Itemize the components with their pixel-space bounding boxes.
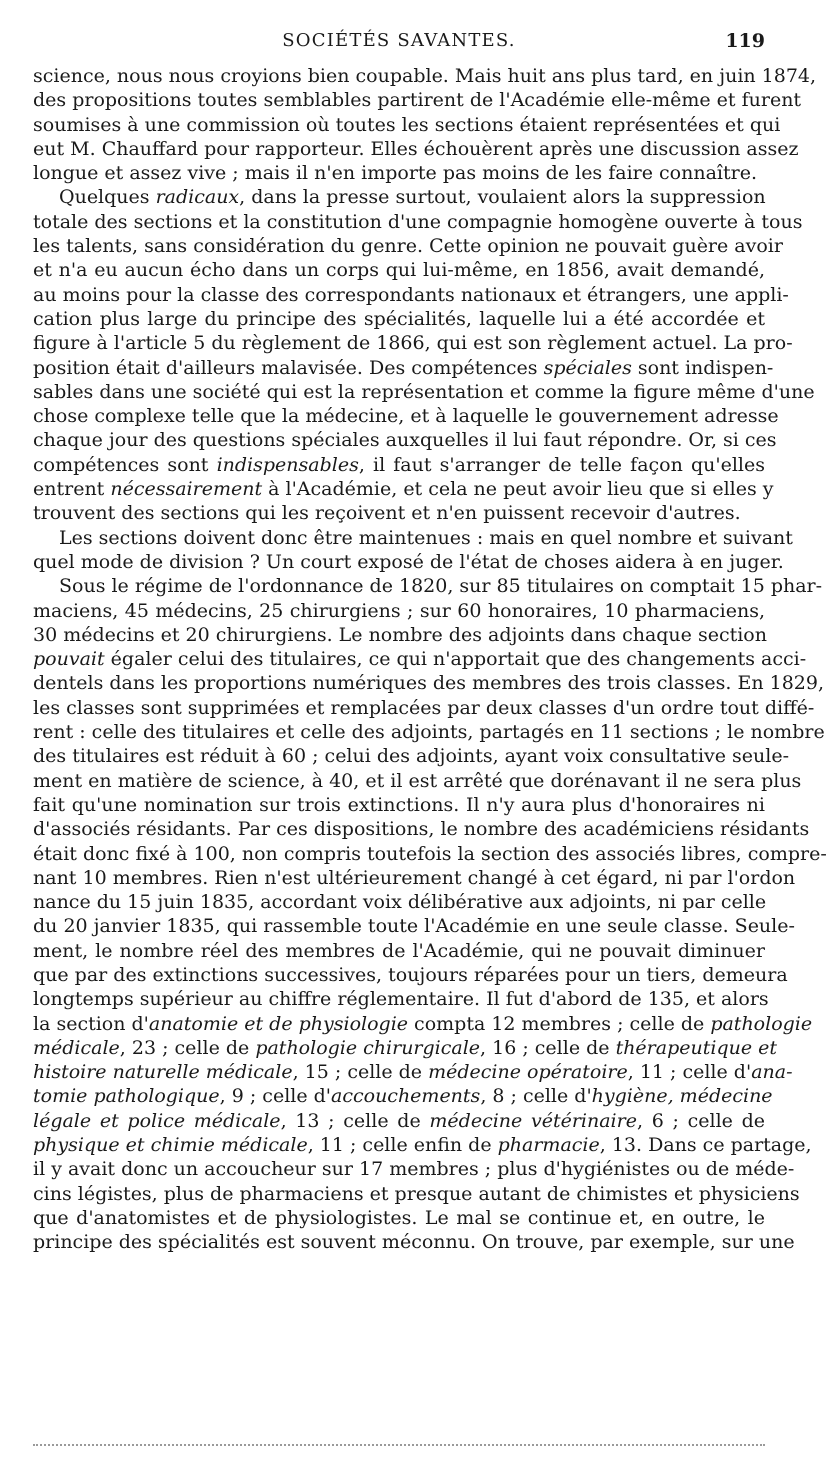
text-line — [33, 258, 765, 282]
text-run: figure à l'article 5 du règlement de 1866, qui est son règlement actuel. La pro- — [33, 332, 793, 355]
text-run: position était d'ailleurs malavisée. Des compétences — [33, 356, 544, 379]
text-run: compétences sont — [33, 453, 217, 476]
italic-text: hygiène, médecine — [591, 1085, 773, 1108]
text-line — [33, 1060, 793, 1084]
text-line — [33, 307, 765, 331]
italic-text: accouchements — [331, 1085, 481, 1108]
text-run: ment en matière de science, à 40, et il est arrêté que dorénavant il ne sera plus — [33, 769, 802, 792]
text-line — [33, 477, 774, 501]
footer-rule — [33, 1444, 765, 1446]
text-run: maciens, 45 médecins, 25 chirurgiens ; sur 60 honoraires, 10 pharmaciens, — [33, 599, 765, 622]
text-line — [33, 526, 793, 550]
text-run: il y avait donc un accoucheur sur 17 membres ; plus d'hygiénistes ou de méde- — [33, 1158, 795, 1181]
text-run: quel mode de division ? Un court exposé de l'état de choses aidera à en juger. — [33, 550, 784, 573]
text-run: égaler celui des titulaires, ce qui n'apportait que des changements acci- — [104, 648, 807, 671]
text-run: chose complexe telle que la médecine, et à laquelle le gouvernement adresse — [33, 405, 779, 428]
text-run: science, nous nous croyions bien coupable. Mais huit ans plus tard, en juin 1874, — [33, 65, 817, 87]
text-line — [33, 550, 784, 574]
text-line — [33, 161, 765, 185]
text-run: , 11 ; celle enfin de — [307, 1134, 498, 1157]
text-line — [33, 1084, 773, 1108]
italic-text: indispensables — [216, 453, 359, 476]
text-line — [33, 623, 765, 647]
text-run: 30 médecins et 20 chirurgiens. Le nombre des adjoints dans chaque section — [33, 623, 767, 646]
text-run: Quelques — [59, 186, 156, 209]
text-line — [33, 428, 777, 452]
text-run: , il faut s'arranger de telle façon qu'elles — [358, 453, 765, 476]
italic-text: pouvait — [33, 648, 105, 671]
text-line — [33, 1182, 800, 1206]
italic-text: physique et chimie médicale — [33, 1134, 308, 1157]
text-line — [33, 1230, 795, 1254]
text-line — [33, 501, 765, 525]
text-run: principe des spécialités est souvent méconnu. On trouve, par exemple, sur une — [33, 1231, 795, 1254]
text-line — [33, 356, 774, 380]
italic-text: thérapeutique et — [615, 1036, 778, 1059]
italic-text: nécessairement — [110, 478, 263, 501]
text-run: totale des sections et la constitution d'une compagnie homogène ouverte à tous — [33, 210, 803, 233]
text-line — [33, 720, 825, 744]
text-line — [33, 842, 827, 866]
text-run: sont indispen- — [631, 356, 774, 379]
body-text — [33, 64, 827, 1255]
text-run: cation plus large du principe des spécialités, laquelle lui a été accordée et — [33, 307, 765, 330]
text-line — [33, 404, 779, 428]
running-head: SOCIÉTÉS SAVANTES. — [282, 30, 516, 51]
text-run: fait qu'une nomination sur trois extinctions. Il n'y aura plus d'honoraires ni — [33, 793, 765, 816]
text-line — [33, 890, 765, 914]
text-line — [33, 963, 788, 987]
text-run: que d'anatomistes et de physiologistes. Le mal se continue et, en outre, le — [33, 1206, 765, 1229]
text-line — [33, 696, 815, 720]
text-run: la section d' — [33, 1012, 149, 1035]
text-line — [33, 1133, 812, 1157]
italic-text: histoire naturelle médicale — [33, 1061, 293, 1084]
text-run: , 13. Dans ce partage, — [599, 1134, 812, 1157]
text-run: , 9 ; celle d' — [219, 1085, 332, 1108]
text-line — [33, 817, 810, 841]
text-line — [33, 113, 781, 137]
text-run: longue et assez vive ; mais il n'en importe pas moins de les faire connaître. — [33, 162, 757, 185]
italic-text: médecine vétérinaire — [429, 1109, 637, 1132]
text-run: longtemps supérieur au chiffre réglementaire. Il fut d'abord de 135, et alors — [33, 988, 769, 1011]
text-run: cins légistes, plus de pharmaciens et presque autant de chimistes et physiciens — [33, 1182, 800, 1205]
text-run: , 11 ; celle d' — [627, 1061, 752, 1084]
italic-text: légale et police médicale — [33, 1109, 281, 1132]
text-run: soumises à une commission où toutes les sections étaient représentées et qui — [33, 113, 781, 136]
text-line — [33, 380, 815, 404]
text-run: , 6 ; celle de — [636, 1109, 766, 1132]
text-line — [33, 234, 783, 258]
text-line — [33, 283, 789, 307]
text-run: des propositions toutes semblables partirent de l'Académie elle-même et furent — [33, 89, 802, 112]
italic-text: pathologie — [710, 1012, 813, 1035]
text-run: nance du 15 juin 1835, accordant voix délibérative aux adjoints, ni par celle — [33, 891, 767, 914]
text-line — [33, 453, 765, 477]
italic-text: pathologie chirurgicale — [255, 1036, 481, 1059]
text-run: et n'a eu aucun écho dans un corps qui lui-même, en 1856, avait demandé, — [33, 259, 765, 282]
text-run: compta 12 membres ; celle de — [408, 1012, 711, 1035]
text-line — [33, 914, 795, 938]
text-run: rent : celle des titulaires et celle des adjoints, partagés en 11 sections ; le nombre — [33, 721, 825, 744]
text-run: à l'Académie, et cela ne peut avoir lieu que si elles y — [262, 478, 774, 501]
italic-text: médecine opératoire — [428, 1061, 628, 1084]
text-line — [33, 866, 796, 890]
page-header — [33, 30, 765, 56]
text-line — [33, 1109, 765, 1133]
text-run: que par des extinctions successives, toujours réparées pour un tiers, demeura — [33, 963, 788, 986]
text-run: dentels dans les proportions numériques des membres des trois classes. En 1829, — [33, 672, 825, 695]
text-line — [33, 647, 807, 671]
italic-text: spéciales — [543, 356, 632, 379]
italic-text: médicale — [33, 1036, 120, 1059]
page-number: 119 — [725, 30, 765, 52]
text-run: entrent — [33, 478, 111, 501]
text-run: était donc fixé à 100, non compris toutefois la section des associés libres, compre- — [33, 842, 827, 865]
italic-text: anatomie et de physiologie — [148, 1012, 409, 1035]
text-run: , 23 ; celle de — [119, 1036, 256, 1059]
text-run: sables dans une société qui est la représentation et comme la figure même d'une — [33, 380, 815, 403]
text-run: , 13 ; celle de — [280, 1109, 430, 1132]
text-run: au moins pour la classe des correspondants nationaux et étrangers, une appli- — [33, 283, 789, 306]
text-line — [33, 939, 765, 963]
text-run: , 8 ; celle d' — [480, 1085, 592, 1108]
text-run: trouvent des sections qui les reçoivent et n'en puissent recevoir d'autres. — [33, 502, 741, 525]
text-line — [33, 574, 823, 598]
text-run: Les sections doivent donc être maintenues : mais en quel nombre et suivant — [59, 526, 793, 549]
text-line — [33, 331, 793, 355]
text-run: d'associés résidants. Par ces dispositions, le nombre des académiciens résidants — [33, 818, 810, 841]
text-run: , dans la presse surtout, voulaient alors la suppression — [239, 186, 766, 209]
italic-text: ana- — [751, 1061, 793, 1084]
text-line — [33, 1206, 765, 1230]
text-line — [33, 185, 765, 209]
italic-text: tomie pathologique — [33, 1085, 220, 1108]
text-run: , 16 ; celle de — [480, 1036, 616, 1059]
text-line — [33, 671, 825, 695]
text-line — [33, 88, 802, 112]
text-run: nant 10 membres. Rien n'est ultérieurement changé à cet égard, ni par l'ordon — [33, 866, 796, 889]
text-run: du 20 janvier 1835, qui rassemble toute l'Académie en une seule classe. Seule- — [33, 915, 795, 938]
text-run: les talents, sans considération du genre. Cette opinion ne pouvait guère avoir — [33, 235, 783, 258]
text-line — [33, 1036, 778, 1060]
text-line — [33, 1012, 813, 1036]
text-line — [33, 137, 799, 161]
text-line — [33, 744, 790, 768]
text-line — [33, 64, 817, 88]
text-run: , 15 ; celle de — [292, 1061, 429, 1084]
text-run: des titulaires est réduit à 60 ; celui des adjoints, ayant voix consultative seule- — [33, 745, 790, 768]
text-line — [33, 793, 765, 817]
text-run: ment, le nombre réel des membres de l'Académie, qui ne pouvait diminuer — [33, 939, 765, 962]
text-line — [33, 1157, 795, 1181]
italic-text: pharmacie — [497, 1134, 600, 1157]
text-run: Sous le régime de l'ordonnance de 1820, sur 85 titulaires on comptait 15 phar- — [59, 575, 823, 598]
italic-text: radicaux — [155, 186, 240, 209]
text-run: chaque jour des questions spéciales auxquelles il lui faut répondre. Or, si ces — [33, 429, 777, 452]
text-line — [33, 599, 765, 623]
text-run: eut M. Chauffard pour rapporteur. Elles échouèrent après une discussion assez — [33, 137, 799, 160]
text-line — [33, 987, 769, 1011]
text-line — [33, 769, 802, 793]
text-run: les classes sont supprimées et remplacées par deux classes d'un ordre tout diffé- — [33, 696, 815, 719]
text-line — [33, 210, 803, 234]
